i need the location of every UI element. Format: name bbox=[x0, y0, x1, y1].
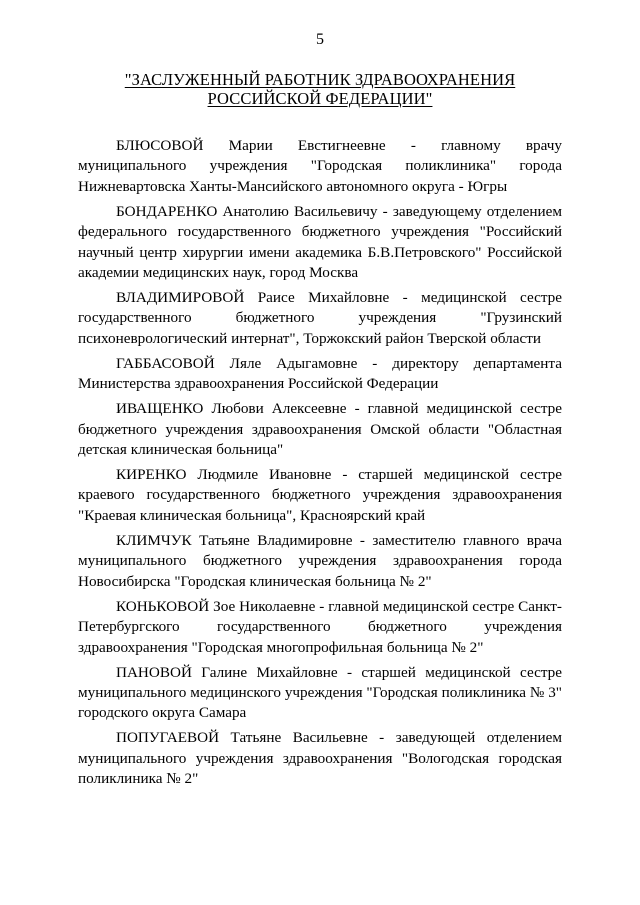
awardee-entry: ВЛАДИМИРОВОЙ Раисе Михайловне - медицинской сестре государственного бюджетного учреждения "Грузинский психоневрологический интернат", Торжокский район Тверской области bbox=[78, 289, 562, 347]
awardee-entry: БЛЮСОВОЙ Марии Евстигнеевне - главному врачу муниципального учреждения "Городская поликлиника" города Нижневартовска Ханты-Мансийского автономного округа - Югры bbox=[78, 137, 562, 195]
awardee-entry: ИВАЩЕНКО Любови Алексеевне - главной медицинской сестре бюджетного учреждения здравоохранения Омской области "Областная детская клиническая больница" bbox=[78, 400, 562, 459]
awardee-entry: ПАНОВОЙ Галине Михайловне - старшей медицинской сестре муниципального медицинского учреждения "Городская поликлиника № 3" городского округа Самара bbox=[78, 663, 562, 722]
awardee-entry: БОНДАРЕНКО Анатолию Васильевичу - заведующему отделением федерального государственного бюджетного учреждения "Российский научный центр хирургии имени академика Б.В.Петровского" Российской академии медицинских наук, город Москва bbox=[78, 202, 562, 282]
awardee-entry: ПОПУГАЕВОЙ Татьяне Васильевне - заведующей отделением муниципального учреждения здравоохранения "Вологодская городская поликлиника № 2" bbox=[78, 729, 562, 788]
page-number: 5 bbox=[316, 31, 324, 48]
awardee-entry: КЛИМЧУК Татьяне Владимировне - заместителю главного врача муниципального бюджетного учреждения здравоохранения города Новосибирска "Городская клиническая больница № 2" bbox=[78, 531, 562, 590]
document-page bbox=[78, 30, 562, 794]
awardee-list bbox=[78, 136, 562, 790]
award-title-line-1: "ЗАСЛУЖЕННЫЙ РАБОТНИК ЗДРАВООХРАНЕНИЯ bbox=[124, 70, 516, 89]
award-title bbox=[78, 70, 562, 108]
awardee-entry: КИРЕНКО Людмиле Ивановне - старшей медицинской сестре краевого государственного бюджетного учреждения здравоохранения "Краевая клиническая больница", Красноярский край bbox=[78, 466, 562, 524]
awardee-entry: ГАББАСОВОЙ Ляле Адыгамовне - директору департамента Министерства здравоохранения Российской Федерации bbox=[78, 354, 562, 393]
award-title-line-2: РОССИЙСКОЙ ФЕДЕРАЦИИ" bbox=[207, 89, 433, 108]
awardee-entry: КОНЬКОВОЙ Зое Николаевне - главной медицинской сестре Санкт-Петербургского государственного бюджетного учреждения здравоохранения "Городская многопрофильная больница № 2" bbox=[78, 597, 562, 656]
